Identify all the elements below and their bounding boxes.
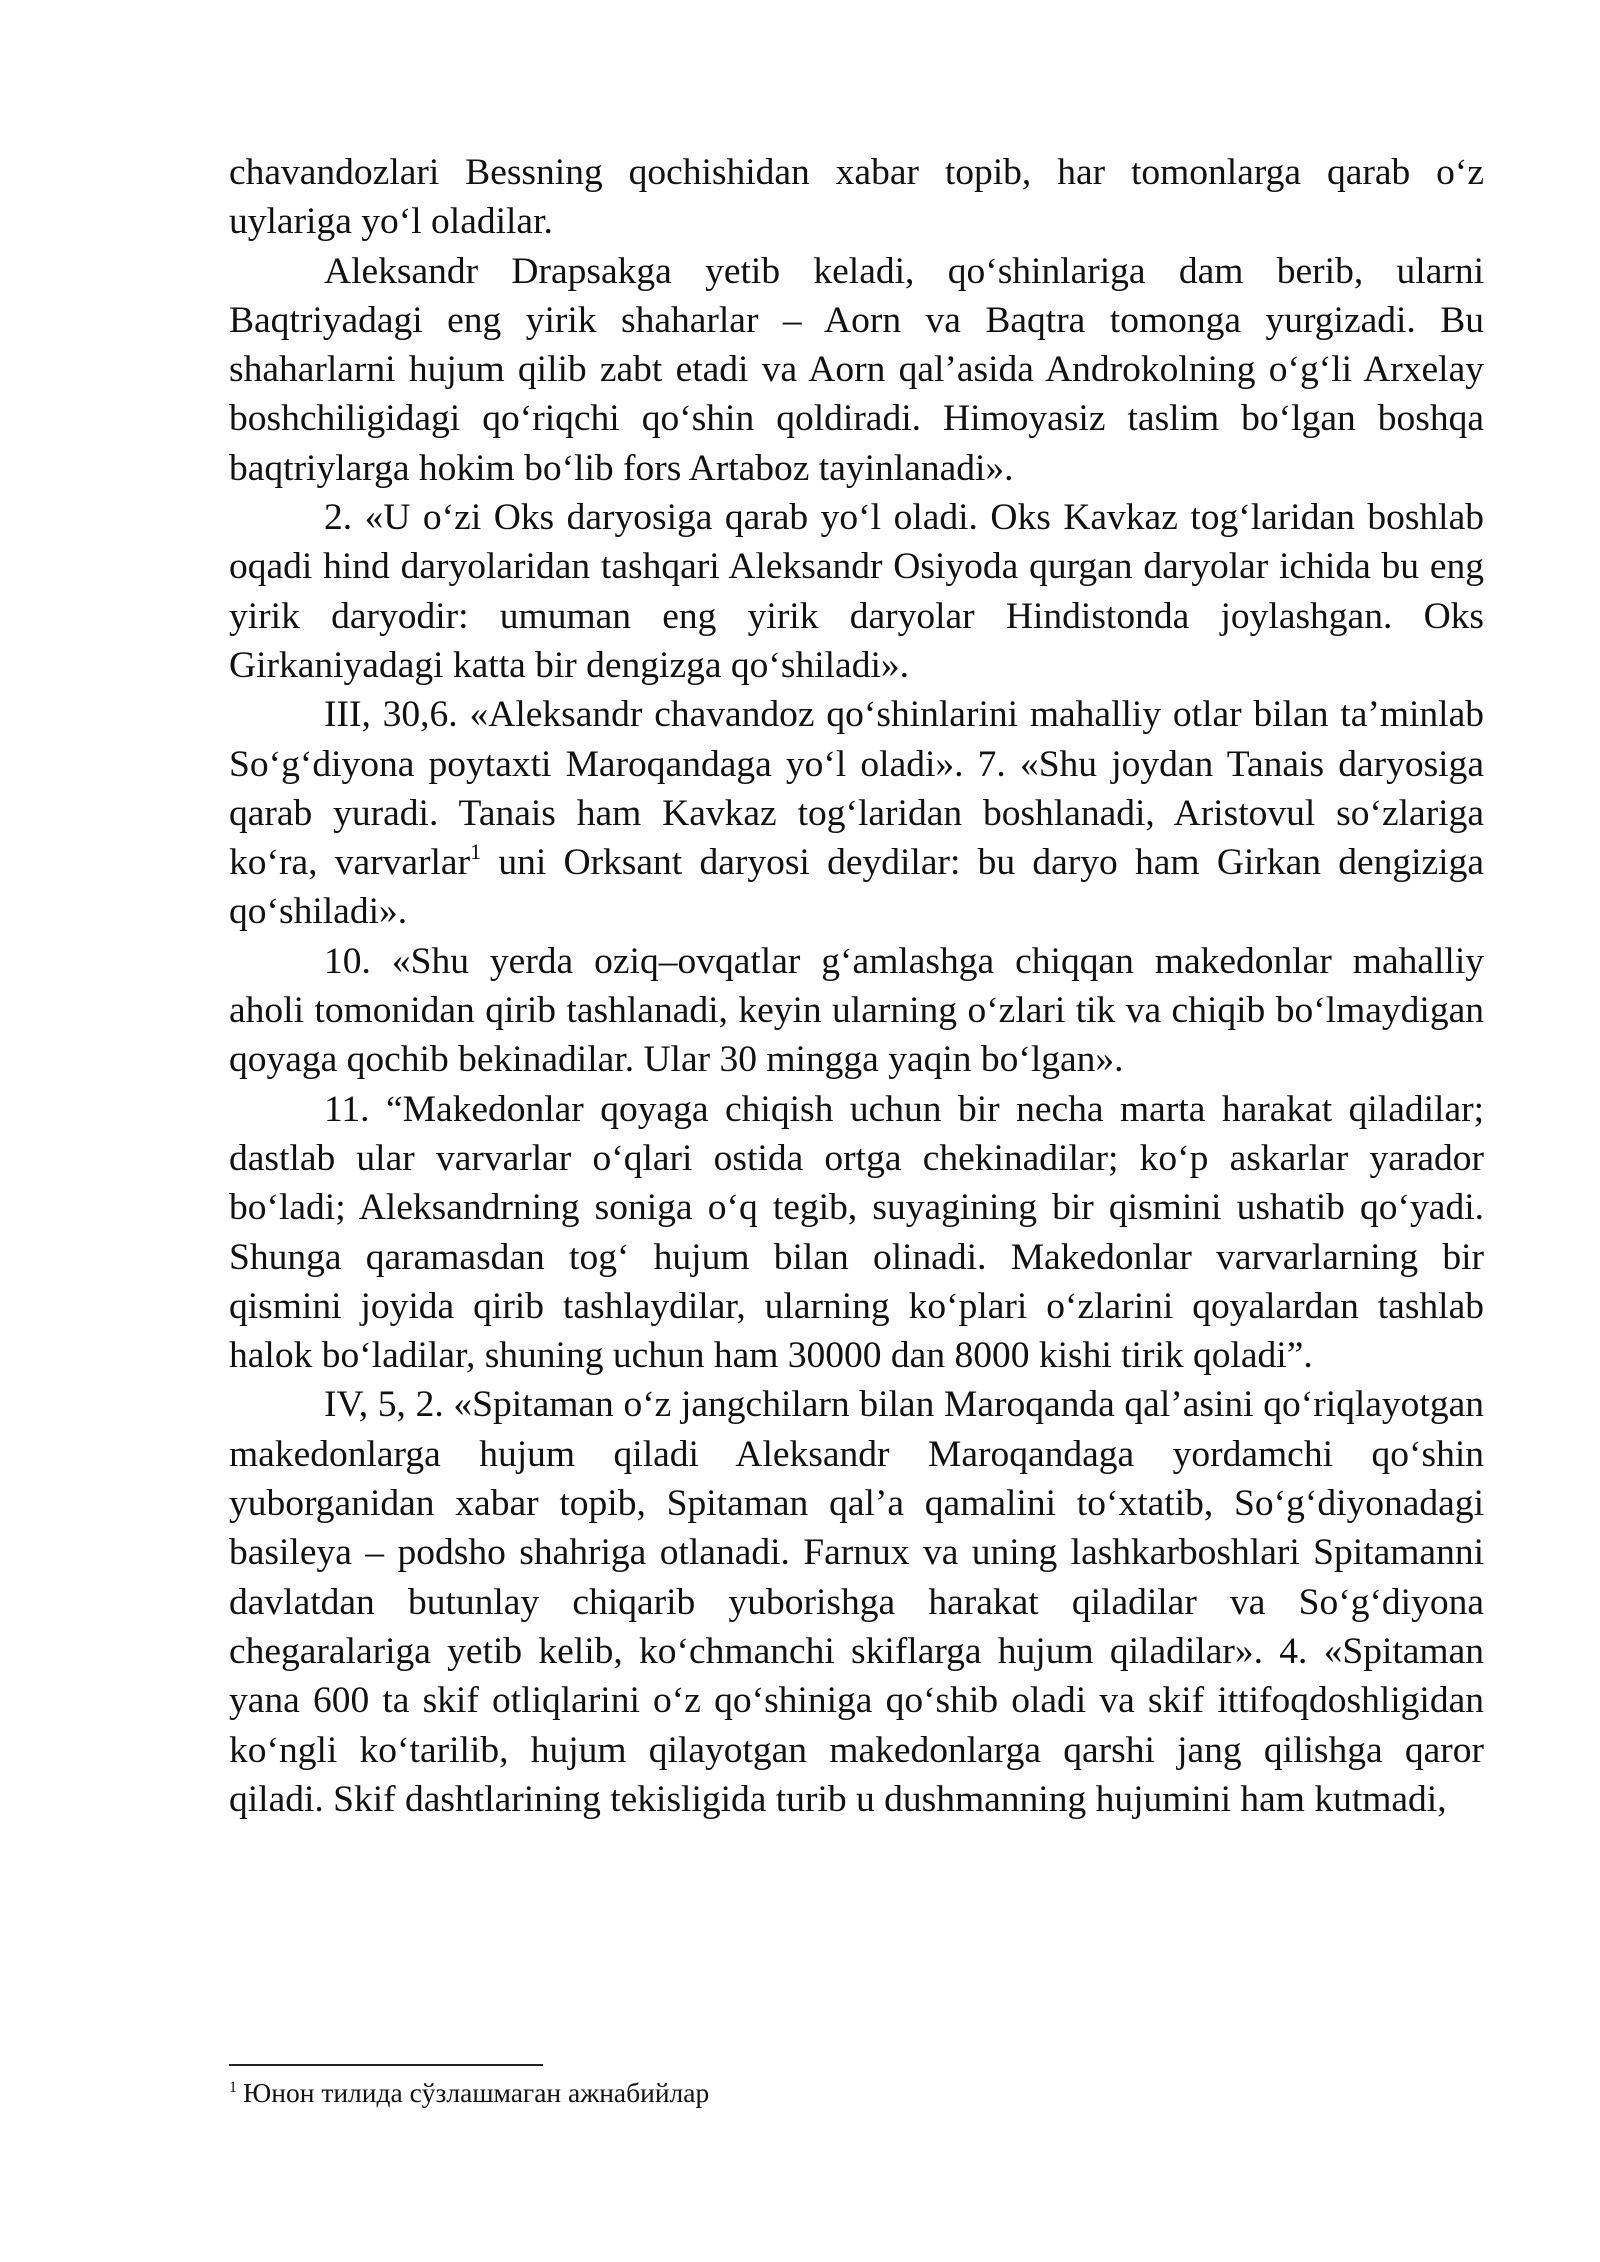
footnote [229, 2075, 1484, 2111]
footnote-reference[interactable]: 1 [470, 838, 482, 864]
paragraph-4-text-after: uni Orksant daryosi deydilar: bu daryo ham Girkan dengiziga qo‘shiladi». [229, 842, 1484, 933]
footnote-text: Юнон тилида сўзлашмаган ажнабийлар [243, 2077, 710, 2108]
paragraph-4-text-before: III, 30,6. «Aleksandr chavandoz qo‘shinlarini mahalliy otlar bilan ta’minlab So‘g‘diyona poytaxti Maroqandaga yo‘l oladi». 7. «Shu joydan Tanais daryosiga qarab yuradi. Tanais ham Kavkaz tog‘laridan boshlanadi, Aristovul so‘zlariga ko‘ra, varvarlar [229, 694, 1484, 884]
paragraph-3: 2. «U o‘zi Oks daryosiga qarab yo‘l oladi. Oks Kavkaz tog‘laridan boshlab oqadi hind daryolaridan tashqari Aleksandr Osiyoda qurgan daryolar ichida bu eng yirik daryodir: umuman eng yirik daryolar Hindistonda joylashgan. Oks Girkaniyadagi katta bir dengizga qo‘shiladi». [229, 497, 1484, 686]
paragraph-7: IV, 5, 2. «Spitaman o‘z jangchilarn bilan Maroqanda qal’asini qo‘riqlayotgan makedonlarga hujum qiladi Aleksandr Maroqandaga yordamchi qo‘shin yuborganidan xabar topib, Spitaman qal’a qamalini to‘xtatib, So‘g‘diyonadagi basileya – podsho shahriga otlanadi. Farnux va uning lashkarboshlari Spitamanni davlatdan butunlay chiqarib yuborishga harakat qiladilar va So‘g‘diyona chegaralariga yetib kelib, ko‘chmanchi skiflarga hujum qiladilar». 4. «Spitaman yana 600 ta skif otliqlarini o‘z qo‘shiniga qo‘shib oladi va skif ittifoqdoshligidan ko‘ngli ko‘tarilib, hujum qilayotgan makedonlarga qarshi jang qilishga qaror qiladi. Skif dashtlarining tekisligida turib u dushmanning hujumini ham kutmadi, [229, 1384, 1484, 1820]
footnote-separator [229, 2064, 543, 2066]
document-body [229, 148, 1484, 1824]
paragraph-4 [229, 690, 1484, 936]
paragraph-6: 11. “Makedonlar qoyaga chiqish uchun bir necha marta harakat qiladilar; dastlab ular varvarlar o‘qlari ostida ortga chekinadilar; ko‘p askarlar yarador bo‘ladi; Aleksandrning soniga o‘q tegib, suyagining bir qismini ushatib qo‘yadi. Shunga qaramasdan tog‘ hujum bilan olinadi. Makedonlar varvarlarning bir qismini joyida qirib tashlaydilar, ularning ko‘plari o‘zlarini qoyalardan tashlab halok bo‘ladilar, shuning uchun ham 30000 dan 8000 kishi tirik qoladi”. [229, 1088, 1484, 1377]
footnote-mark: 1 [229, 2078, 237, 2096]
paragraph-2: Aleksandr Drapsakga yetib keladi, qo‘shinlariga dam berib, ularni Baqtriyadagi eng yirik shaharlar – Aorn va Baqtra tomonga yurgizadi. Bu shaharlarni hujum qilib zabt etadi va Aorn qal’asida Androkolning o‘g‘li Arxelay boshchiligidagi qo‘riqchi qo‘shin qoldiradi. Himoyasiz taslim bo‘lgan boshqa baqtriylarga hokim bo‘lib fors Artaboz tayinlanadi». [229, 250, 1484, 489]
paragraph-1: chavandozlari Bessning qochishidan xabar topib, har tomonlarga qarab o‘z uylariga yo‘l oladilar. [229, 152, 1484, 243]
paragraph-5: 10. «Shu yerda oziq–ovqatlar g‘amlashga chiqqan makedonlar mahalliy aholi tomonidan qirib tashlanadi, keyin ularning o‘zlari tik va chiqib bo‘lmaydigan qoyaga qochib bekinadilar. Ular 30 mingga yaqin bo‘lgan». [229, 940, 1484, 1081]
